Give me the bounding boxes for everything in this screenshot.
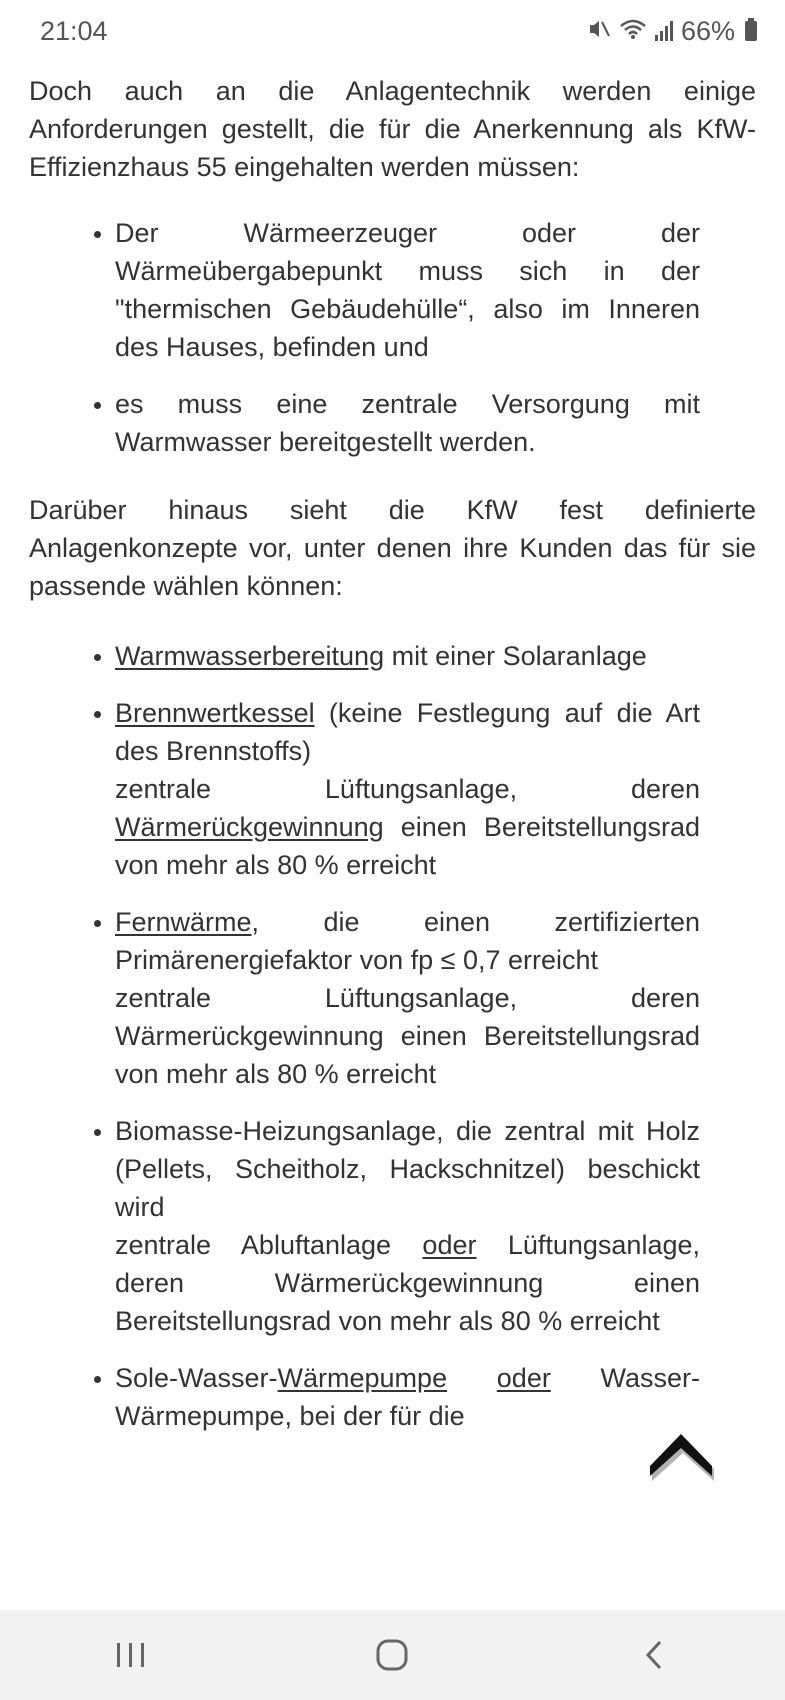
- status-time: 21:04: [40, 15, 108, 46]
- list-item: [115, 1359, 700, 1435]
- link-fernwaerme[interactable]: Fernwärme: [115, 907, 252, 937]
- battery-icon: [745, 21, 757, 41]
- list-item: [115, 1112, 700, 1340]
- link-warmwasserbereitung[interactable]: Warmwasserbereitung: [115, 641, 385, 671]
- recent-apps-button[interactable]: [91, 1625, 171, 1685]
- mute-icon: [587, 18, 611, 44]
- link-waermepumpe[interactable]: Wärmepumpe: [277, 1363, 448, 1393]
- signal-icon: [655, 21, 673, 41]
- scroll-to-top-button[interactable]: [646, 1424, 716, 1484]
- status-icons: [587, 16, 757, 47]
- concept-text: [447, 1363, 497, 1393]
- wifi-icon: [619, 18, 647, 44]
- list-item: [115, 903, 700, 1093]
- concept-text: • Biomasse-Heizungsanlage, die zentral mit Holz (Pellets, Scheitholz, Hackschnitzel) beschickt wird: [115, 1116, 700, 1222]
- concept-text: Sole-Wasser-: [115, 1363, 278, 1393]
- concept-text: zentrale Lüftungsanlage, deren: [115, 774, 700, 804]
- status-bar: [0, 0, 785, 62]
- chevron-up-icon: [646, 1424, 716, 1484]
- back-icon: [642, 1639, 666, 1671]
- concept-text: zentrale Lüftungsanlage, deren Wärmerückgewinnung einen Bereitstellungsrad von mehr als 80 % erreicht: [115, 983, 700, 1089]
- concept-text: einen Bereitstellungsrad von mehr als 80 % erreicht: [115, 812, 700, 880]
- list-item: [115, 637, 700, 675]
- concept-text: mit einer Solaranlage: [384, 641, 647, 671]
- concept-text: Lüftungsanlage, deren Wärmerückgewinnung einen Bereitstellungsrad von mehr als 80 % erreicht: [115, 1230, 700, 1336]
- concept-text: (keine Festlegung auf die Art des Brennstoffs): [115, 698, 700, 766]
- concepts-list: [29, 637, 700, 1435]
- recent-apps-icon: [114, 1641, 148, 1669]
- article-content: [29, 72, 756, 1454]
- link-waermerueckgewinnung[interactable]: Wärmerückgewinnung: [115, 812, 384, 842]
- battery-percent: 66%: [680, 15, 735, 46]
- requirements-list: [29, 214, 700, 461]
- concept-text: zentrale Abluftanlage: [115, 1230, 423, 1260]
- navigation-bar: [0, 1610, 785, 1700]
- intro-paragraph: Doch auch an die Anlagentechnik werden einige Anforderungen gestellt, die für die Anerkennung als KfW-Effizienzhaus 55 eingehalten werden müssen:: [29, 76, 756, 182]
- concept-text: , die einen zertifizierten Primärenergiefaktor von fp ≤ 0,7 erreicht: [115, 907, 700, 975]
- link-oder[interactable]: oder: [422, 1230, 477, 1260]
- home-button[interactable]: [352, 1625, 432, 1685]
- list-item: • es muss eine zentrale Versorgung mit Warmwasser bereitgestellt werden.: [115, 385, 700, 461]
- list-item: [115, 694, 700, 884]
- list-item: • Der Wärmeerzeuger oder der Wärmeübergabepunkt muss sich in der "thermischen Gebäudehülle“, also im Inneren des Hauses, befinden und: [115, 214, 700, 366]
- link-oder[interactable]: oder: [496, 1363, 551, 1393]
- concepts-intro-paragraph: Darüber hinaus sieht die KfW fest definierte Anlagenkonzepte vor, unter denen ihre Kunden das für sie passende wählen können:: [29, 495, 756, 601]
- home-icon: [375, 1638, 409, 1672]
- concept-text: Wasser-Wärmepumpe, bei der für die: [115, 1363, 700, 1431]
- back-button[interactable]: [614, 1625, 694, 1685]
- link-brennwertkessel[interactable]: Brennwertkessel: [115, 698, 315, 728]
